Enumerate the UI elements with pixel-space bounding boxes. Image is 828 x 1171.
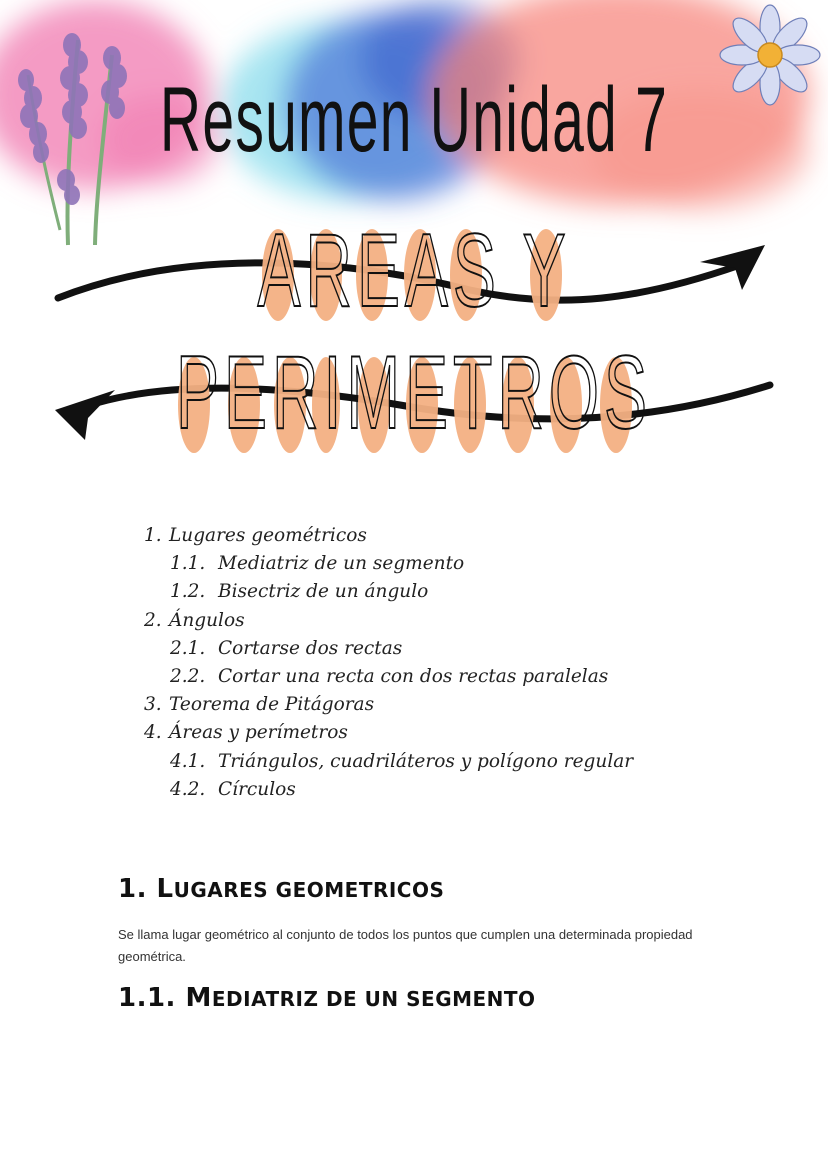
- toc-item: 2. Ángulos: [144, 609, 245, 631]
- section-heading-mediatriz: 1.1. MEDIATRIZ DE UN SEGMENTO: [118, 983, 536, 1013]
- toc-subitem: 4.1. Triángulos, cuadriláteros y polígono regular: [170, 750, 634, 772]
- toc-item: 1. Lugares geométricos: [144, 525, 367, 546]
- toc-subitem: 4.2. Círculos: [170, 778, 296, 800]
- toc-subitem: 2.2. Cortar una recta con dos rectas paralelas: [170, 665, 609, 687]
- toc-subitem: 2.1. Cortarse dos rectas: [170, 637, 403, 659]
- document-title: Resumen Unidad 7: [159, 69, 669, 171]
- document-subtitle-line1: AREAS Y: [257, 213, 571, 329]
- toc-item: 4. Áreas y perímetros: [144, 722, 348, 744]
- section-heading-lugares-geometricos: 1. LUGARES GEOMETRICOS: [118, 874, 445, 904]
- table-of-contents: [144, 522, 764, 804]
- toc-item: 3. Teorema de Pitágoras: [144, 694, 375, 716]
- daisy-flower-illustration: [720, 5, 820, 105]
- document-subtitle-line2: PERIMETROS: [176, 335, 652, 451]
- toc-subitem: 1.1. Mediatriz de un segmento: [170, 553, 465, 575]
- toc-subitem: 1.2. Bisectriz de un ángulo: [170, 581, 429, 603]
- section-paragraph: Se llama lugar geométrico al conjunto de todos los puntos que cumplen una determinada propiedad geométrica.: [118, 927, 693, 964]
